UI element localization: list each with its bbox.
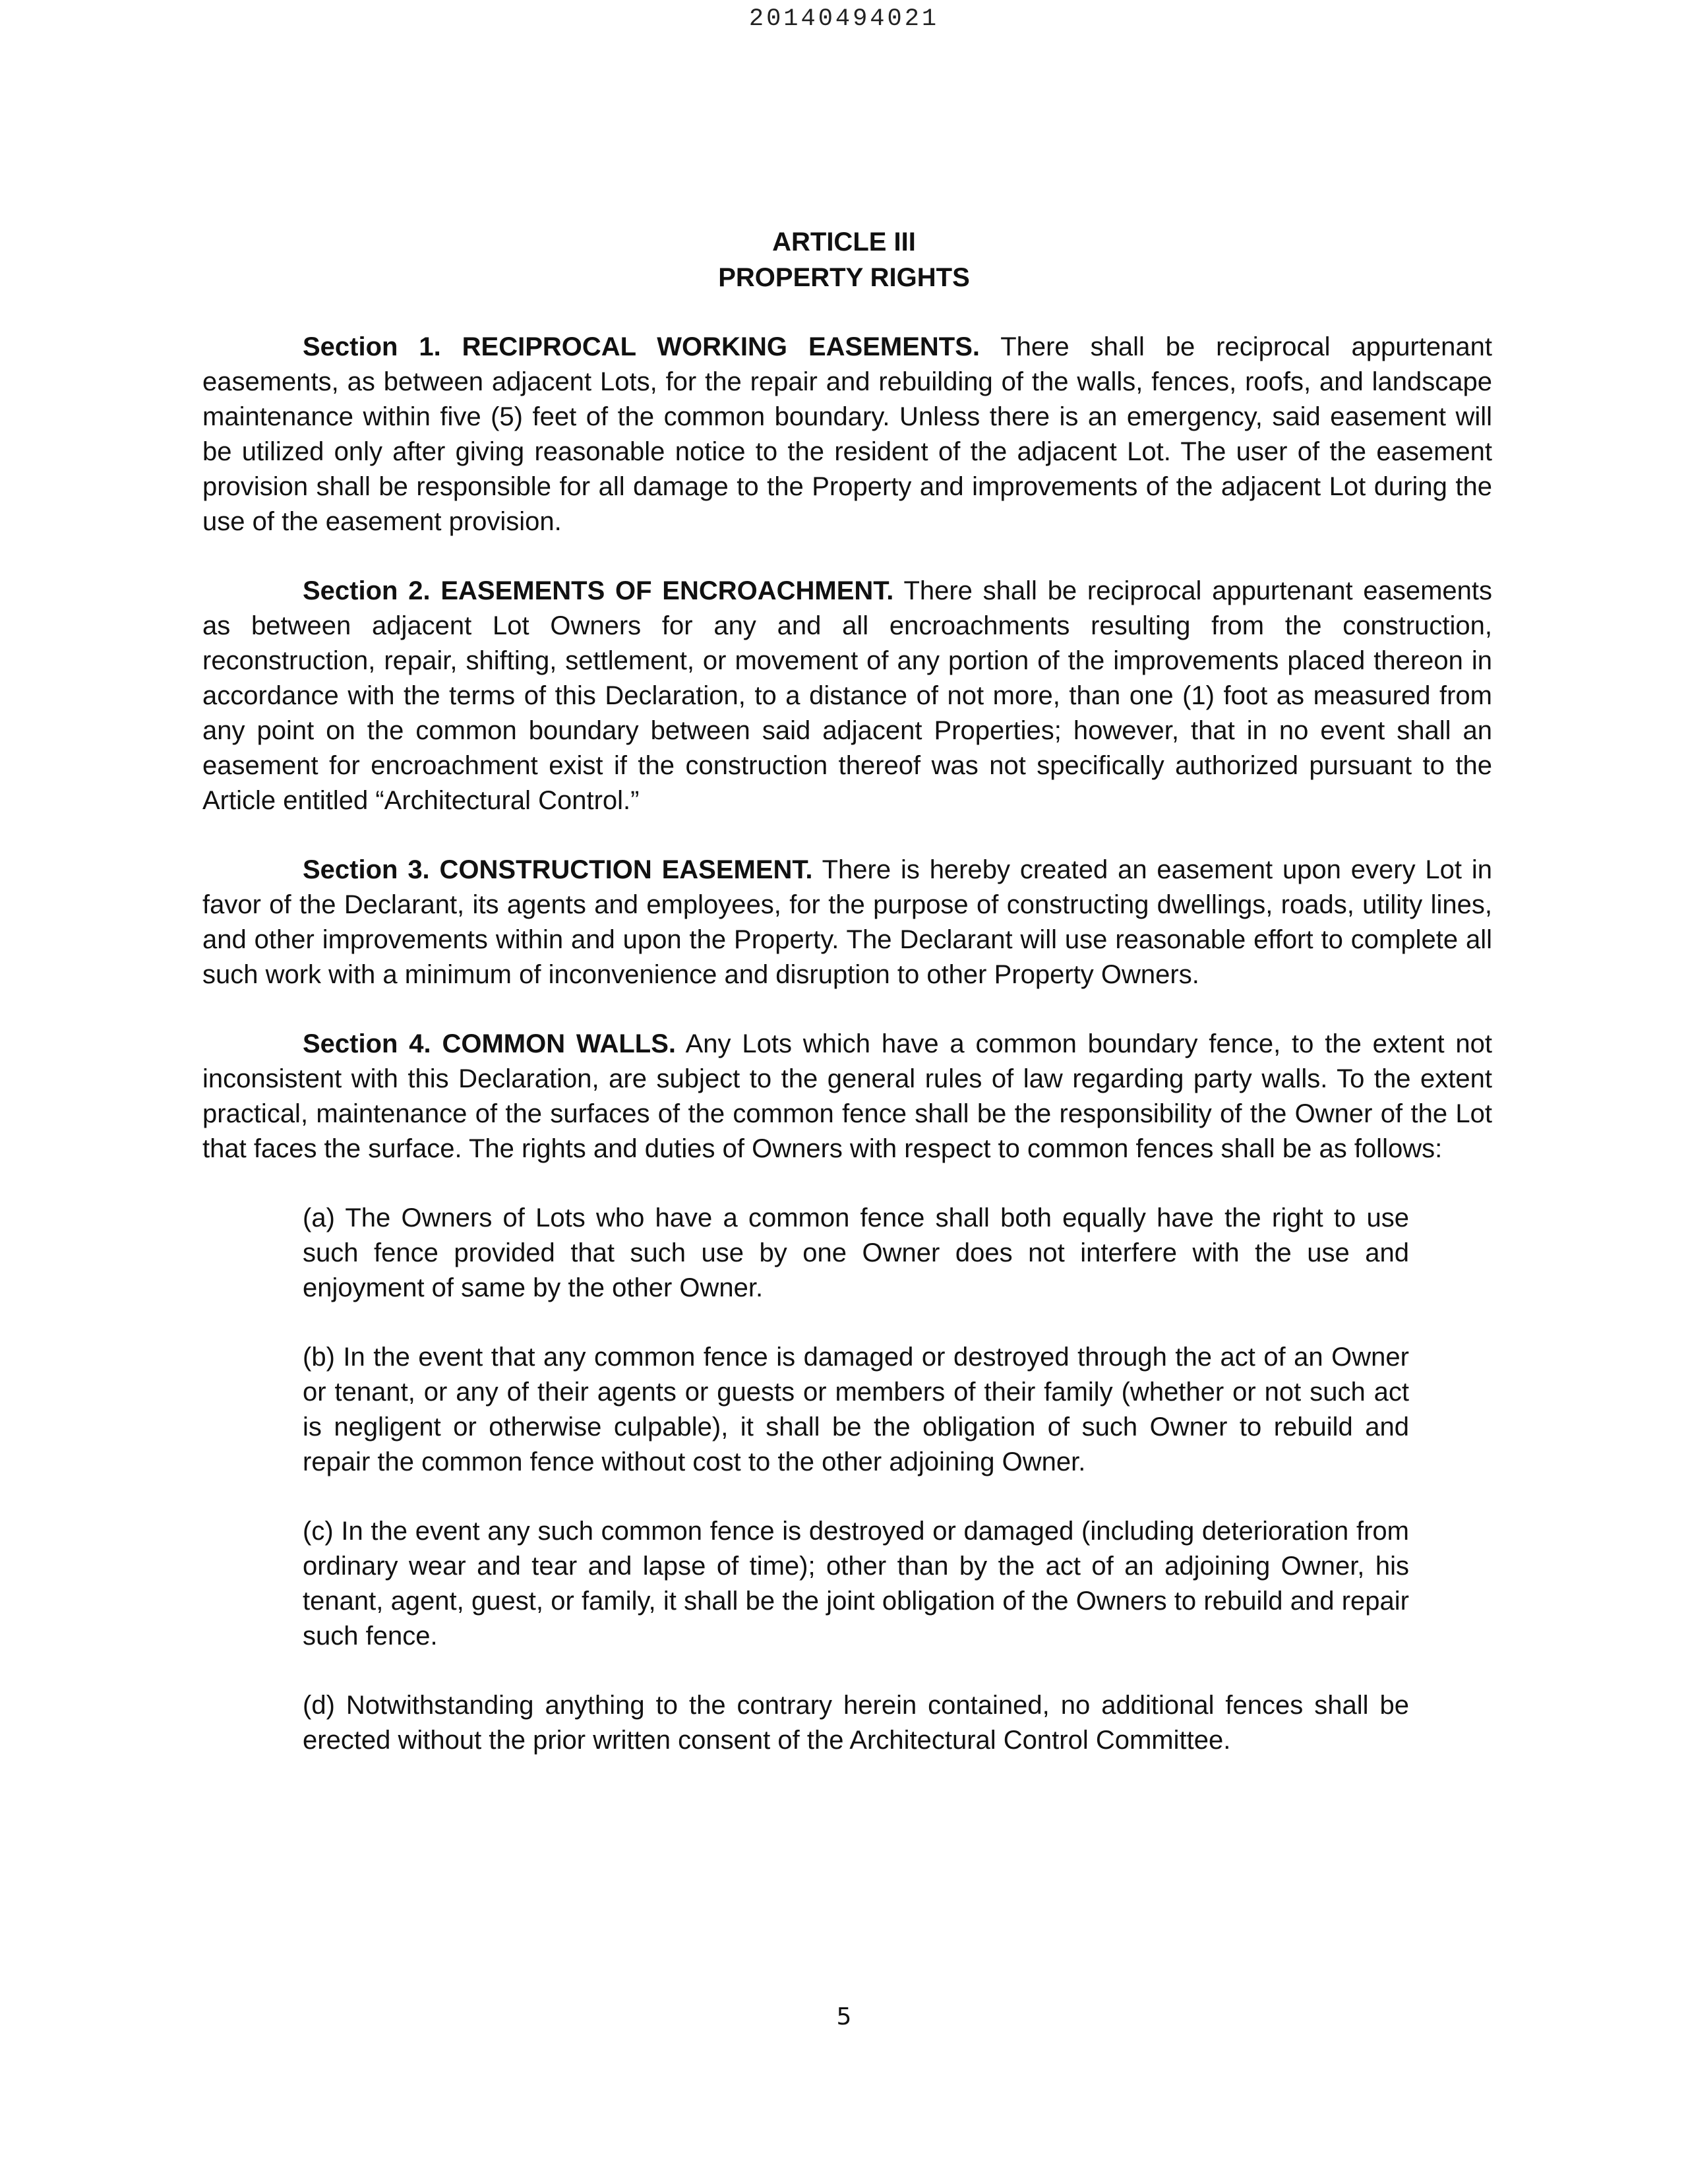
section-3-text: There is hereby created an easement upon every Lot in favor of the Declarant, its agents and employees, for the purpose of constructing dwellings, roads, utility lines, and other improvements within and upon the Property. The Declarant will use reasonable effort to complete all such work with a minimum of inconvenience and disruption to other Property Owners. bbox=[202, 855, 1493, 989]
section-4-text: Any Lots which have a common boundary fence, to the extent not inconsistent with this Declaration, are subject to the general rules of law regarding party walls. To the extent practical, maintenance of the surfaces of the common fence shall be the responsibility of the Owner of the Lot that faces the surface. The rights and duties of Owners with respect to common fences shall be as follows: bbox=[202, 1029, 1493, 1163]
document-body bbox=[202, 330, 1492, 1792]
section-2-paragraph bbox=[202, 574, 1492, 818]
page-number: 5 bbox=[836, 2003, 852, 2030]
section-4-heading: Section 4. COMMON WALLS. bbox=[303, 1029, 677, 1058]
subsection-c: (c) In the event any such common fence is destroyed or damaged (including deterioration from ordinary wear and tear and lapse of time); other than by the act of an adjoining Owner, his tenant, agent, guest, or family, it shall be the joint obligation of the Owners to rebuild and repair such fence. bbox=[303, 1517, 1409, 1651]
article-number: ARTICLE III bbox=[772, 228, 916, 257]
subsection-d: (d) Notwithstanding anything to the contrary herein contained, no additional fences shall be erected without the prior written consent of the Architectural Control Committee. bbox=[303, 1691, 1409, 1755]
section-2-text: There shall be reciprocal appurtenant easements as between adjacent Lot Owners for any and all encroachments resulting from the construction, reconstruction, repair, shifting, settlement, or movement of any portion of the improvements placed thereon in accordance with the terms of this Declaration, to a distance of not more, than one (1) foot as measured from any point on the common boundary between said adjacent Properties; however, that in no event shall an easement for encroachment exist if the construction thereof was not specifically authorized pursuant to the Article entitled “Architectural Control.” bbox=[202, 576, 1492, 815]
section-4-paragraph bbox=[202, 1027, 1492, 1167]
section-2-heading: Section 2. EASEMENTS OF ENCROACHMENT. bbox=[303, 576, 894, 605]
section-3-paragraph bbox=[202, 853, 1492, 992]
section-1-text: There shall be reciprocal appurtenant easements, as between adjacent Lots, for the repair and rebuilding of the walls, fences, roofs, and landscape maintenance within five (5) feet of the common boundary. Unless there is an emergency, said easement will be utilized only after giving reasonable notice to the resident of the adjacent Lot. The user of the easement provision shall be responsible for all damage to the Property and improvements of the adjacent Lot during the use of the easement provision. bbox=[202, 332, 1492, 536]
section-3-heading: Section 3. CONSTRUCTION EASEMENT. bbox=[303, 855, 813, 884]
article-title: PROPERTY RIGHTS bbox=[718, 263, 970, 292]
section-1-paragraph bbox=[202, 330, 1492, 539]
section-1-heading: Section 1. RECIPROCAL WORKING EASEMENTS. bbox=[303, 332, 980, 361]
subsection-a: (a) The Owners of Lots who have a common fence shall both equally have the right to use such fence provided that such use by one Owner does not interfere with the use and enjoyment of same by the other Owner. bbox=[303, 1203, 1409, 1302]
subsection-b: (b) In the event that any common fence is damaged or destroyed through the act of an Owner or tenant, or any of their agents or guests or members of their family (whether or not such act is negligent or otherwise culpable), it shall be the obligation of such Owner to rebuild and repair the common fence without cost to the other adjoining Owner. bbox=[303, 1343, 1409, 1476]
article-heading bbox=[0, 224, 1688, 295]
document-number: 20140494021 bbox=[748, 5, 940, 33]
